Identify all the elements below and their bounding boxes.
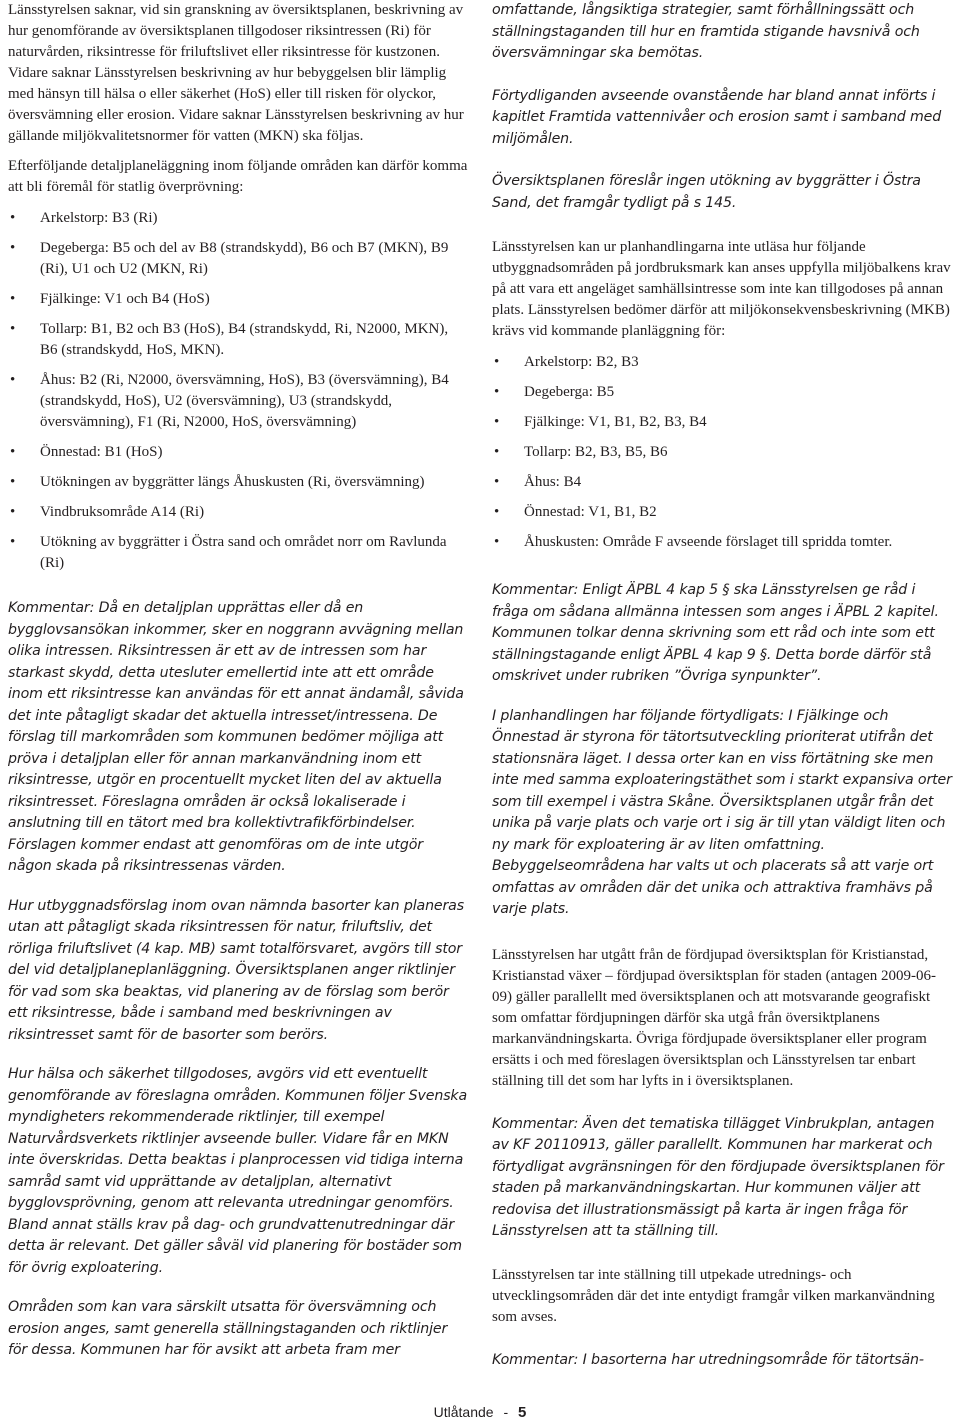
right-paragraph-1: Länsstyrelsen kan ur planhandlingarna inte utläsa hur följande utbyggnadsområden på jordbruksmark kan anses uppfylla miljöbalkens krav på att vara ett angeläget samhällsintresse som inte kan tillgodoses på annan plats. Länsstyrelsen bedömer därför att miljökonsekvensbeskrivning (MKB) krävs vid kommande planläggning för: xyxy=(492,239,951,339)
bullet-icon: • xyxy=(494,414,500,430)
list-item: • Åhus: B4 xyxy=(492,472,954,493)
bullet-icon: • xyxy=(10,372,16,388)
page-footer xyxy=(0,1404,960,1421)
right-comment-ostra-sand: Översiktsplanen föreslår ingen utökning av byggrätter i Östra Sand, det framgår tydligt på s 145. xyxy=(492,173,921,211)
list-item: • Tollarp: B1, B2 och B3 (HoS), B4 (strandskydd, Ri, N2000, MKN), B6 (strandskydd, HoS, MKN). xyxy=(10,321,449,358)
list-item: • Fjälkinge: V1 och B4 (HoS) xyxy=(8,289,468,310)
list-item: • Tollarp: B2, B3, B5, B6 xyxy=(492,442,954,463)
bullet-icon: • xyxy=(494,534,500,550)
list-item: • Önnestad: B1 (HoS) xyxy=(8,442,468,463)
left-paragraph-2: Efterföljande detaljplaneläggning inom följande områden kan därför komma att bli föremål för statlig överprövning: xyxy=(8,158,468,195)
left-comment-2: Hur utbyggnadsförslag inom ovan nämnda basorter kan planeras utan att påtagligt skada riksintressen för natur, friluftsliv, det rörliga friluftslivet (4 kap. MB) samt totalförsvaret, avgörs till stor del vid detaljplaneplanläggning. Översiktsplanen anger riktlinjer för vad som ska beaktas, vid planering av de förslag som berör ett riksintresse, både i samband med beskrivningen av riksintresset samt för de basorter som berörs. xyxy=(8,897,464,1043)
left-comment-1: Kommentar: Då en detaljplan upprättas eller då en bygglovsansökan inkommer, sker en noggrann avvägning mellan olika intressen. Riksintressen är ett av de intressen som har starkast skydd, detta utesluter emellertid inte att ett område inom ett riksintresse kan användas för ett annat ändamål, såvida det inte påtagligt skadar det aktuella intresset/intressena. De förslag till markområden som kommunen bedömer möjliga att pröva i detaljplan eller för annan markanvändning inom ett riksintresse, utgör en procentuellt mycket liten del av aktuella riksintresset. Föreslagna områden är också lokaliserade i anslutning till en tätort med bra kollektivtrafikförbindelser. Förslagen kommer endast att genomföras om de inte utgör någon skada på riksintressenas värden. xyxy=(8,600,464,874)
bullet-icon: • xyxy=(10,291,16,307)
right-comment-3: Kommentar: Även det tematiska tillägget Vinbrukplan, antagen av KF 20110913, gäller parallellt. Kommunen har markerat och förtydligat avgränsningen för den fördjupade översiktsplanen för staden på markanvändningskartan. Hur kommunen väljer att redovisa det illustrationsmässigt på karta är ingen fråga för Länsstyrelsen att ta ställning till. xyxy=(492,1115,944,1239)
bullet-icon: • xyxy=(10,474,16,490)
bullet-icon: • xyxy=(10,504,16,520)
list-item: • Arkelstorp: B2, B3 xyxy=(492,352,954,373)
bullet-icon: • xyxy=(10,210,16,226)
left-comment-4: Områden som kan vara särskilt utsatta för översvämning och erosion anges, samt generella ställningstaganden och riktlinjer för dessa. Kommunen har för avsikt att arbeta fram mer xyxy=(8,1299,448,1358)
bullet-icon: • xyxy=(10,534,16,550)
list-item: • Önnestad: V1, B1, B2 xyxy=(492,502,954,523)
right-comment-clarification: Förtydliganden avseende ovanstående har bland annat införts i kapitlet Framtida vattennivåer och erosion samt i samband med miljömålen. xyxy=(492,87,942,147)
bullet-icon: • xyxy=(494,474,500,490)
footer-separator: - xyxy=(503,1404,509,1420)
bullet-icon: • xyxy=(494,384,500,400)
left-comment-3: Hur hälsa och säkerhet tillgodoses, avgörs vid ett eventuellt genomförande av föreslagna områden. Kommunen följer Svenska myndigheters rekommenderade riktlinjer, till exempel Naturvårdsverkets riktlinjer avseende buller. Vidare får en MKN inte överskridas. Detta beaktas i planprocessen vid tidiga interna samråd samt vid upprättande av detaljplan, alternativt bygglovsprövning, genom att relevanta utredningar genomförs. Bland annat ställs krav på dag- och grundvattenutredningar där detta är relevant. Det gäller såväl vid planering för bostäder som för övrig exploatering. xyxy=(8,1066,468,1276)
left-bullet-list xyxy=(8,208,468,574)
right-comment-2: I planhandlingen har följande förtydligats: I Fjälkinge och Önnestad är styrona för tätortsutveckling prioriterat utifrån det stationsnära läget. I dessa orter kan en viss förtätning ske men inte med samma exploateringstäthet som i starkt expansiva orter som till exempel i västra Skåne. Översiktsplanen utgår från det unika på varje plats och varje ort i sig är till ytan väldigt liten och ny mark för exploatering är av liten omfattning. Bebyggelseområdena har valts ut och placerats så att varje ort omfattas av områden där det unika och attraktiva framhävs på varje plats. xyxy=(492,707,952,917)
right-paragraph-3: Länsstyrelsen tar inte ställning till utpekade utrednings- och utvecklingsområden där det inte entydigt framgår vilken markanvändning som avses. xyxy=(492,1266,935,1325)
list-item: • Åhuskusten: Område F avseende förslaget till spridda tomter. xyxy=(492,532,954,553)
bullet-icon: • xyxy=(10,444,16,460)
list-item: • Arkelstorp: B3 (Ri) xyxy=(8,208,468,229)
page-number: 5 xyxy=(518,1404,527,1421)
left-paragraph-1: Länsstyrelsen saknar, vid sin granskning av översiktsplanen, beskrivning av hur genomförande av översiktsplanen tillgodoser riksintressen (Ri) för naturvården, riksintresse för friluftslivet eller riksintresse för kustzonen. Vidare saknar Länsstyrelsen beskrivning av hur bebyggelsen blir lämplig med hänsyn till hälsa o eller säkerhet (HoS) eller till risken för olyckor, översvämning eller erosion. Vidare saknar Länsstyrelsen beskrivning av hur gällande miljökvalitetsnormer för vatten (MKN) ska följas. xyxy=(8,2,464,144)
list-item: • Vindbruksområde A14 (Ri) xyxy=(8,502,468,523)
right-paragraph-2: Länsstyrelsen har utgått från de fördjupad översiktsplan för Kristianstad, Kristianstad växer – fördjupad översiktsplan för staden (antagen 2009-06-09) gäller parallellt med översiktsplanen och att motsvarande geografiskt som omfattar fördjupningen därför ska utgå från översiktplanens markanvändningskarta. Övriga fördjupade översiktsplaner eller program ersätts i och med föreslagen översiktsplan och Länsstyrelsen tar enbart ställning till det som har lyfts in i översiktsplanen. xyxy=(492,946,937,1089)
left-column xyxy=(8,0,468,1362)
list-item: • Utökning av byggrätter i Östra sand och området norr om Ravlunda (Ri) xyxy=(10,534,447,571)
list-item: • Fjälkinge: V1, B1, B2, B3, B4 xyxy=(492,412,954,433)
bullet-icon: • xyxy=(494,444,500,460)
footer-label: Utlåtande xyxy=(433,1404,494,1420)
right-comment-continued: omfattande, långsiktiga strategier, samt förhållningssätt och ställningstaganden till hur en framtida stigande havsnivå och översvämningar ska bemötas. xyxy=(492,2,920,61)
bullet-icon: • xyxy=(10,240,16,256)
right-comment-4: Kommentar: I basorterna har utredningsområde för tätortsän- xyxy=(492,1351,924,1368)
list-item: • Utökningen av byggrätter längs Åhuskusten (Ri, översvämning) xyxy=(8,472,468,493)
bullet-icon: • xyxy=(10,321,16,337)
right-comment-1: Kommentar: Enligt ÄPBL 4 kap 5 § ska Länsstyrelsen ge råd i fråga om sådana allmänna intessen som anges i ÄPBL 2 kapitel. Kommunen tolkar denna skrivning som ett råd och inte som ett ställningstagande enligt ÄPBL 4 kap 9 §. Detta borde därför stå omskrivet under rubriken ”Övriga synpunkter”. xyxy=(492,582,939,684)
bullet-icon: • xyxy=(494,354,500,370)
list-item: • Degeberga: B5 och del av B8 (strandskydd), B6 och B7 (MKN), B9 (Ri), U1 och U2 (MKN, Ri) xyxy=(10,240,449,277)
right-bullet-list xyxy=(492,352,954,553)
list-item: • Åhus: B2 (Ri, N2000, översvämning, HoS), B3 (översvämning), B4 (strandskydd, HoS), U2 (översvämning), U3 (strandskydd, översvämning), F1 (Ri, N2000, HoS, översvämning) xyxy=(10,372,449,430)
right-column xyxy=(492,0,954,1371)
bullet-icon: • xyxy=(494,504,500,520)
list-item: • Degeberga: B5 xyxy=(492,382,954,403)
